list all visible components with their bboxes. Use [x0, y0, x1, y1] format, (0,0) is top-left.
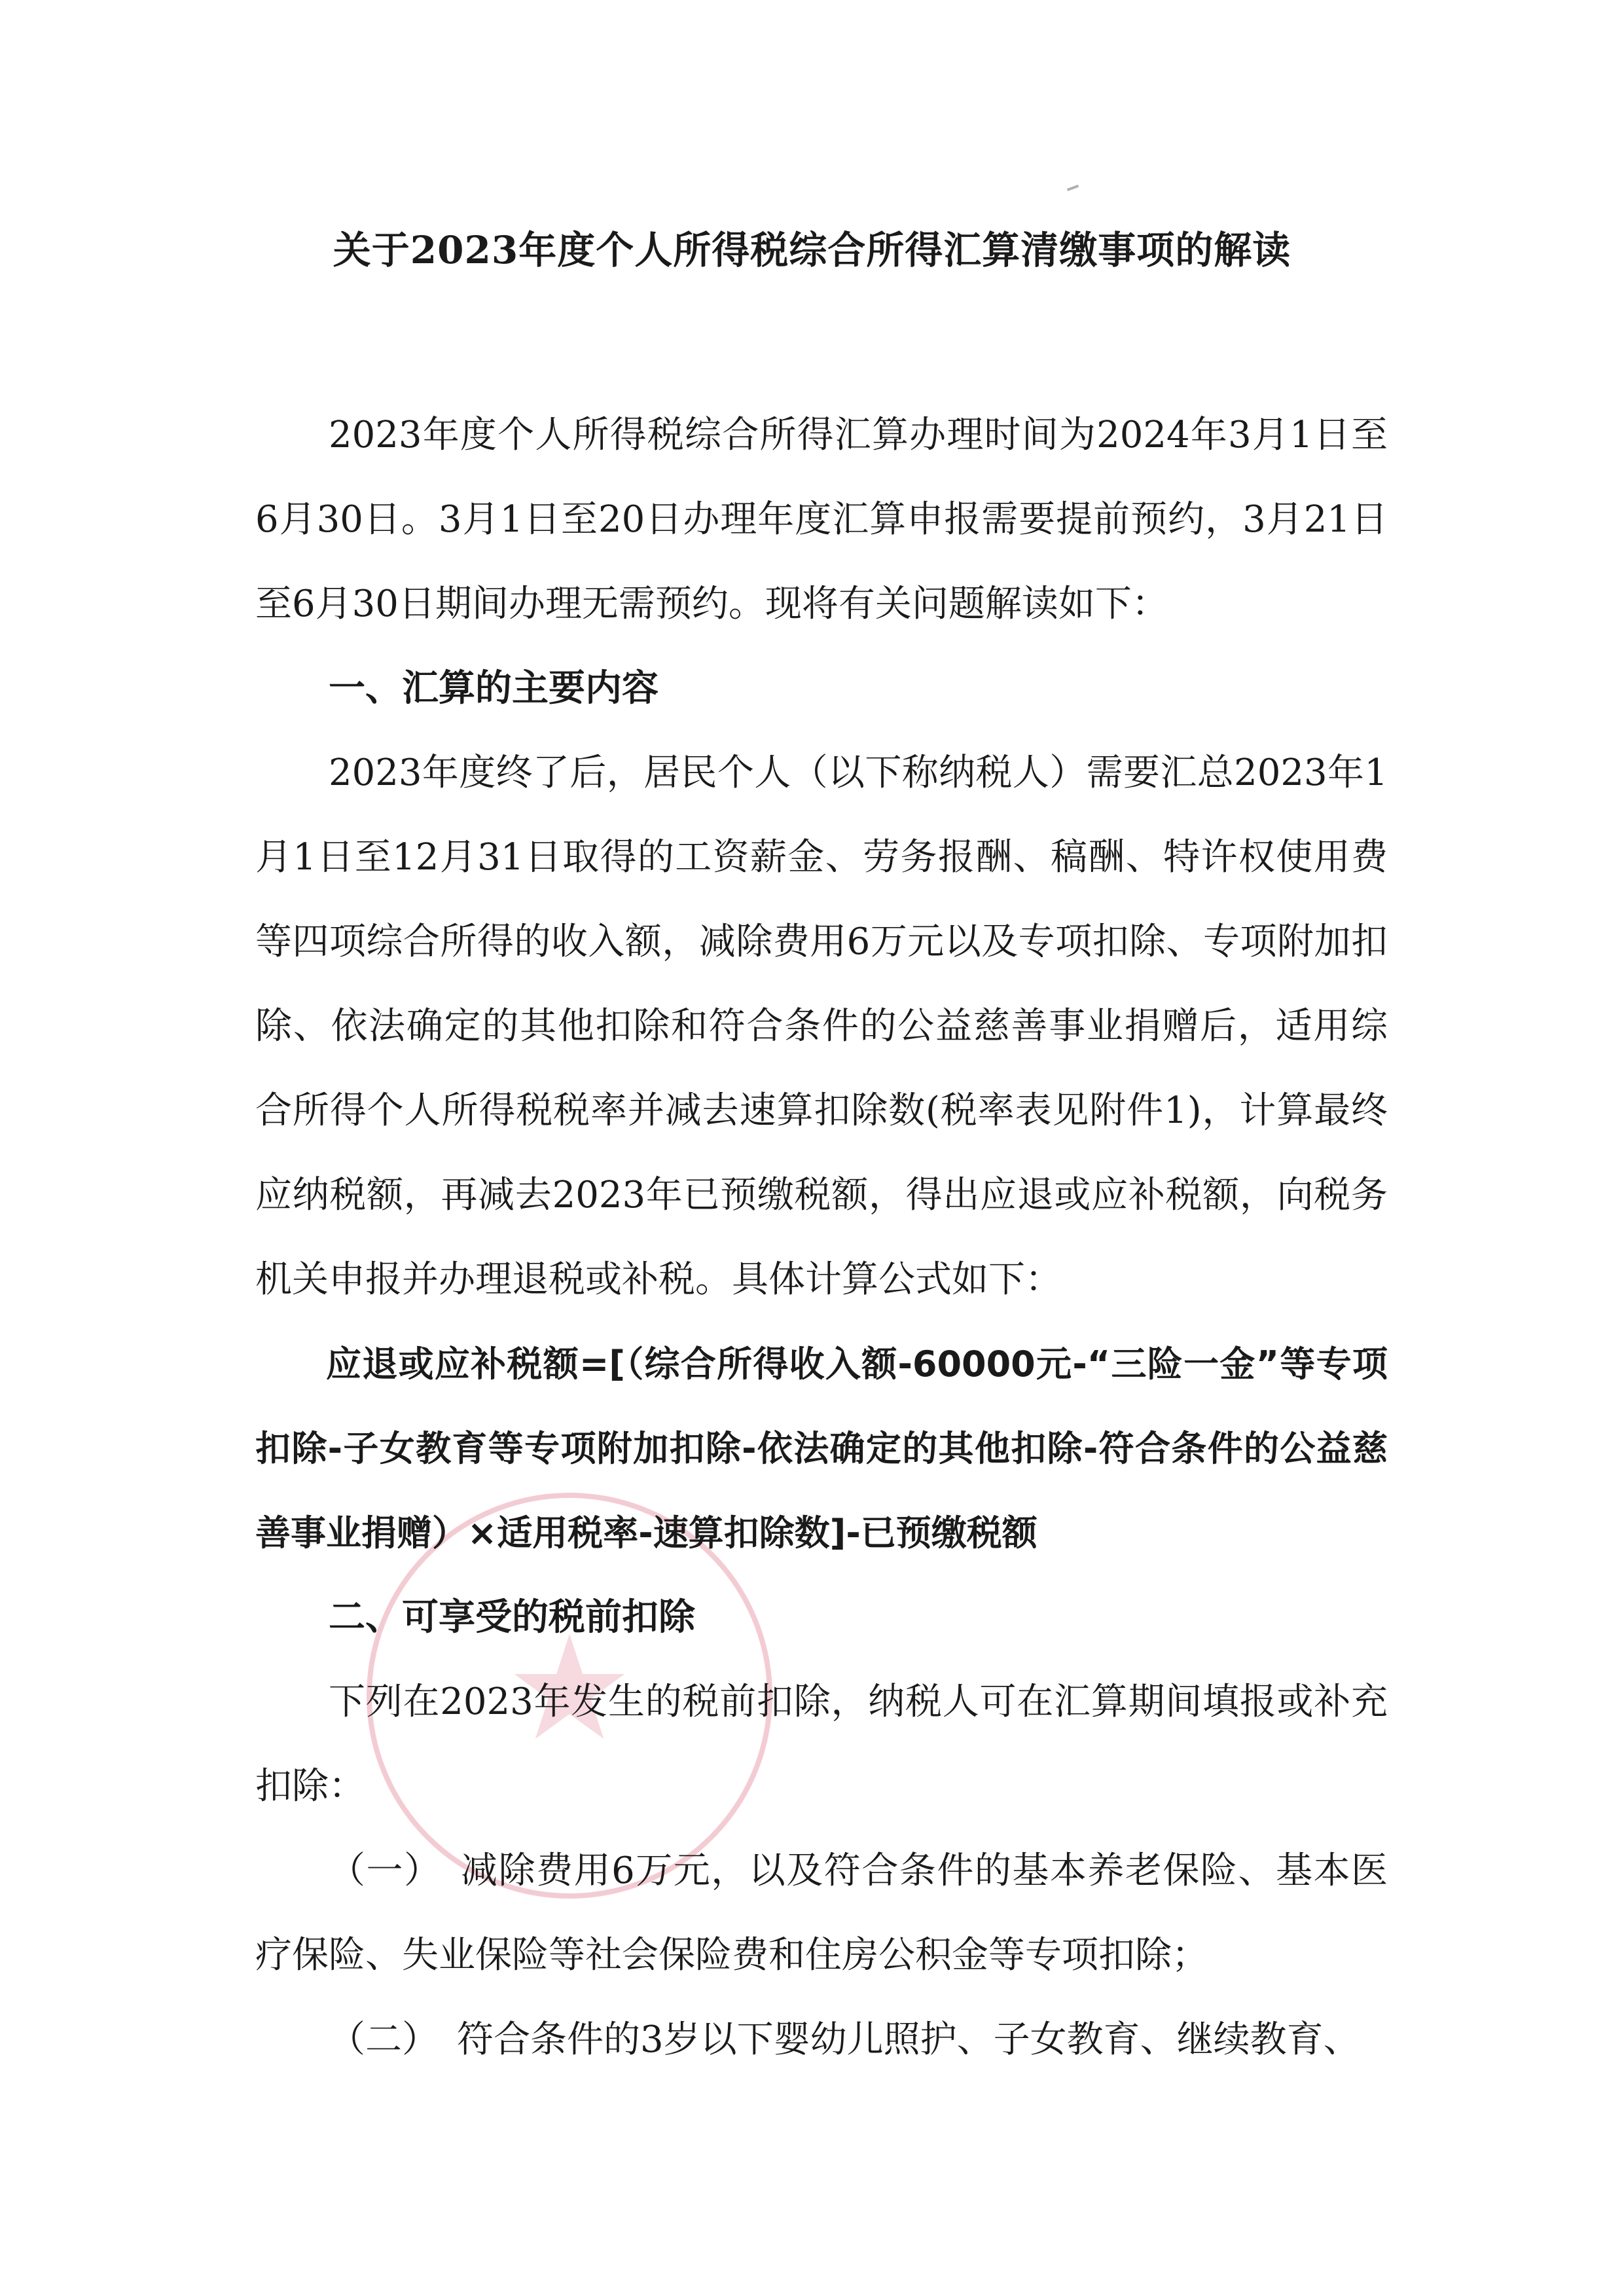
scan-speck: [1067, 185, 1079, 191]
seal-star-icon: ★: [505, 1605, 634, 1772]
document-title: 关于2023年度个人所得税综合所得汇算清缴事项的解读: [333, 228, 1291, 272]
section2-paragraph: 下列在2023年发生的税前扣除，纳税人可在汇算期间填报或补充扣除：: [255, 1681, 1388, 1808]
tax-formula: 应退或应补税额=[（综合所得收入额-60000元-“三险一金”等专项扣除-子女教育等专项附加扣除-依法确定的其他扣除-符合条件的公益慈善事业捐赠）×适用税率-速算扣除数]-已预缴税额: [255, 1343, 1388, 1554]
section2-heading: 二、可享受的税前扣除: [329, 1596, 695, 1639]
intro-paragraph: 2023年度个人所得税综合所得汇算办理时间为2024年3月1日至6月30日。3月1日至20日办理年度汇算申报需要提前预约，3月21日至6月30日期间办理无需预约。现将有关问题解读如下：: [255, 414, 1388, 625]
section1-heading: 一、汇算的主要内容: [329, 667, 659, 710]
section2-item-2: （二） 符合条件的3岁以下婴幼儿照护、子女教育、继续教育、: [329, 2018, 1360, 2061]
section1-paragraph: 2023年度终了后，居民个人（以下称纳税人）需要汇总2023年1月1日至12月31日取得的工资薪金、劳务报酬、稿酬、特许权使用费等四项综合所得的收入额，减除费用6万元以及专项扣除、专项附加扣除、依法确定的其他扣除和符合条件的公益慈善事业捐赠后，适用综合所得个人所得税税率并减去速算扣除数(税率表见附件1)，计算最终应纳税额，再减去2023年已预缴税额，得出应退或应补税额，向税务机关申报并办理退税或补税。具体计算公式如下：: [255, 752, 1388, 1301]
section2-item-1: （一） 减除费用6万元，以及符合条件的基本养老保险、基本医疗保险、失业保险等社会保险费和住房公积金等专项扣除；: [255, 1850, 1388, 1977]
